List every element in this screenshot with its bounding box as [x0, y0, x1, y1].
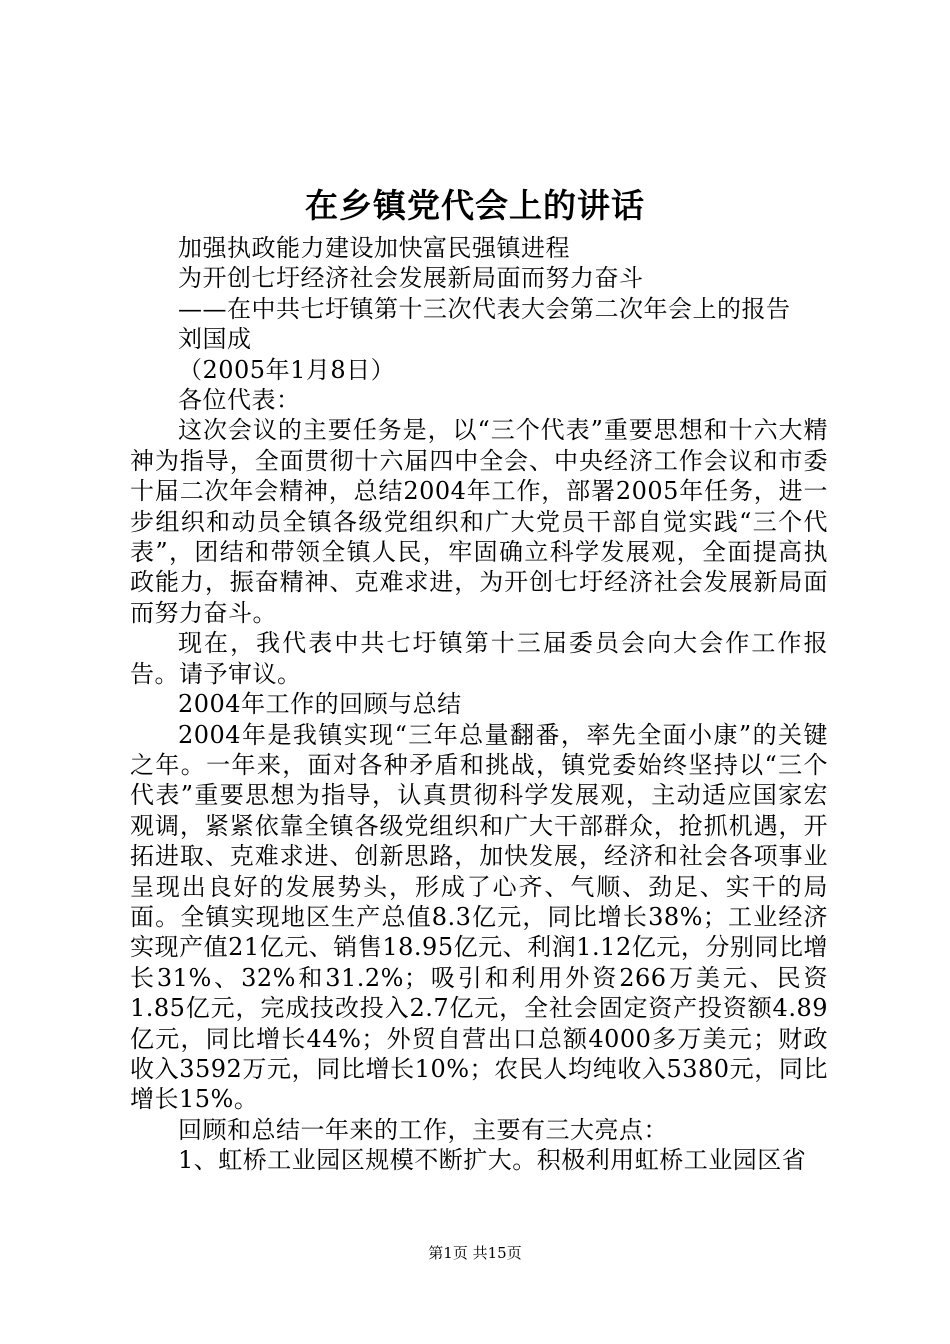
body-paragraph: 现在，我代表中共七圩镇第十三届委员会向大会作工作报告。请予审议。	[130, 629, 828, 688]
subtitle-line: 加强执政能力建设加快富民强镇进程	[178, 234, 570, 262]
subtitle-line: ——在中共七圩镇第十三次代表大会第二次年会上的报告	[178, 294, 791, 323]
body-paragraph: 1、虹桥工业园区规模不断扩大。积极利用虹桥工业园区省	[178, 1146, 807, 1175]
document-title: 在乡镇党代会上的讲话	[305, 186, 645, 225]
subtitle-line: 为开创七圩经济社会发展新局面而努力奋斗	[178, 264, 644, 293]
section-heading: 2004年工作的回顾与总结	[178, 690, 462, 719]
report-date: （2005年1月8日）	[178, 355, 396, 384]
salutation: 各位代表：	[178, 386, 301, 415]
document-body	[130, 233, 828, 1176]
page-footer: 第1页 共15页	[428, 1244, 522, 1262]
body-paragraph: 2004年是我镇实现“三年总量翻番，率先全面小康”的关键之年。一年来，面对各种矛盾和挑战，镇党委始终坚持以“三个代表”重要思想为指导，认真贯彻科学发展观，主动适应国家宏观调，紧紧依靠全镇各级党组织和广大干部群众，抢抓机遇，开拓进取、克难求进、创新思路，加快发展，经济和社会各项事业呈现出良好的发展势头，形成了心齐、气顺、劲足、实干的局面。全镇实现地区生产总值8.3亿元，同比增长38%；工业经济实现产值21亿元、销售18.95亿元、利润1.12亿元，分别同比增长31%、32%和31.2%；吸引和利用外资266万美元、民资1.85亿元，完成技改投入2.7亿元，全社会固定资产投资额4.89亿元，同比增长44%；外贸自营出口总额4000多万美元；财政收入3592万元，同比增长10%；农民人均纯收入5380元，同比增长15%。	[130, 720, 828, 1114]
body-paragraph: 这次会议的主要任务是，以“三个代表”重要思想和十六大精神为指导，全面贯彻十六届四中全会、中央经济工作会议和市委十届二次年会精神，总结2004年工作，部署2005年任务，进一步组织和动员全镇各级党组织和广大党员干部自觉实践“三个代表”，团结和带领全镇人民，牢固确立科学发展观，全面提高执政能力，振奋精神、克难求进，为开创七圩经济社会发展新局面而努力奋斗。	[130, 416, 828, 627]
author-name: 刘国成	[178, 325, 252, 354]
body-paragraph: 回顾和总结一年来的工作，主要有三大亮点：	[178, 1115, 668, 1144]
